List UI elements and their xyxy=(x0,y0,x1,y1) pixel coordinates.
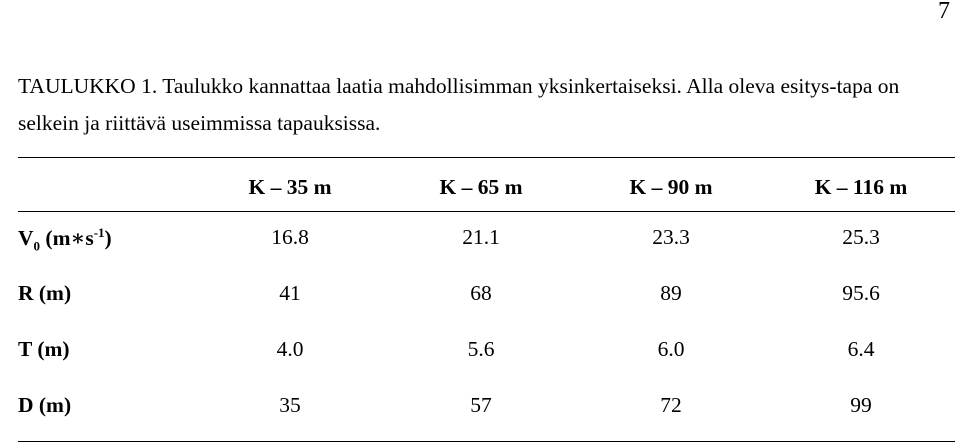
table-cell: 4.0 xyxy=(276,337,304,361)
row-label-v0-sub: 0 xyxy=(33,238,41,254)
table-cell: 35 xyxy=(279,393,301,417)
table-cell: 6.4 xyxy=(847,337,875,361)
table-cell: 23.3 xyxy=(652,225,690,249)
table-header-rule xyxy=(18,211,955,212)
page-number: 7 xyxy=(938,0,950,24)
table-cell: 41 xyxy=(279,281,301,305)
table-cell: 6.0 xyxy=(657,337,685,361)
row-label-t: T (m) xyxy=(18,337,70,361)
column-header-k35: K – 35 m xyxy=(248,175,332,199)
table-cell: 68 xyxy=(470,281,492,305)
table-cell: 16.8 xyxy=(271,225,309,249)
table-caption: TAULUKKO 1. Taulukko kannattaa laatia mahdollisimman yksinkertaiseksi. Alla oleva esitys-tapa on selkein ja riittävä useimmissa tapauksissa. xyxy=(18,74,900,135)
table-cell: 89 xyxy=(660,281,682,305)
table-cell: 72 xyxy=(660,393,682,417)
table-cell: 21.1 xyxy=(462,225,500,249)
column-header-k116: K – 116 m xyxy=(814,175,908,199)
row-label-r: R (m) xyxy=(18,281,72,305)
row-label-v0-sup: -1 xyxy=(93,225,105,240)
column-header-k65: K – 65 m xyxy=(439,175,523,199)
table-cell: 25.3 xyxy=(842,225,880,249)
row-label-v0-main: V xyxy=(18,226,34,251)
column-header-k90: K – 90 m xyxy=(629,175,713,199)
table-top-rule xyxy=(18,157,955,158)
row-label-v0 xyxy=(18,225,112,254)
table-cell: 5.6 xyxy=(467,337,495,361)
row-label-d: D (m) xyxy=(18,393,72,417)
table-bottom-rule xyxy=(18,441,955,442)
table-cell: 57 xyxy=(470,393,492,417)
row-label-v0-unit-close: ) xyxy=(104,226,112,251)
table-cell: 99 xyxy=(850,393,872,417)
row-label-v0-unit: (m∗s xyxy=(40,226,94,251)
table-cell: 95.6 xyxy=(842,281,880,305)
